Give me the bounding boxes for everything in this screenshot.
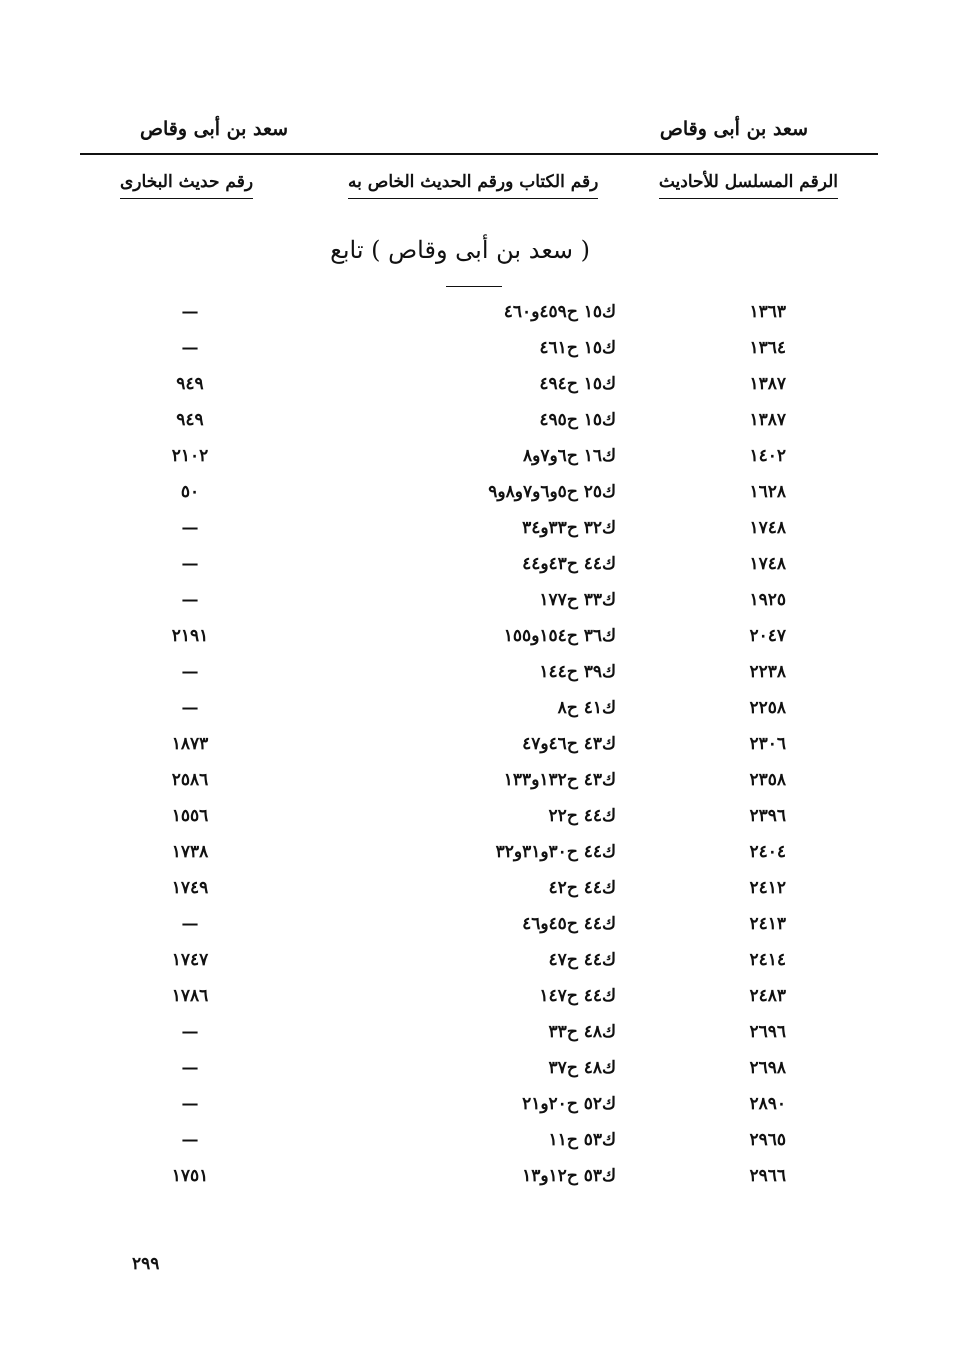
bukhari-cell: ١٥٥٦ (171, 806, 209, 826)
section-title: ( سعد بن أبى وقاص ) تابع (330, 236, 590, 264)
table-row (0, 476, 956, 512)
bukhari-cell: ١٧٣٨ (171, 842, 209, 862)
serial-cell: ٢٠٤٧ (749, 626, 786, 646)
serial-cell: ٢٦٩٦ (749, 1022, 786, 1042)
bukhari-cell: ١٧٤٩ (171, 878, 209, 898)
book-hadith-cell: ك٤٤ ح٤٥و٤٦ (522, 914, 616, 934)
bukhari-cell: — (181, 1022, 199, 1042)
running-head-left: سعد بن أبى وقاص (140, 118, 289, 140)
bukhari-cell: ١٧٨٦ (171, 986, 209, 1006)
bukhari-cell: — (181, 338, 199, 358)
book-hadith-cell: ك٥٣ ح١٢و١٣ (522, 1166, 616, 1186)
hadith-table (0, 296, 956, 1196)
book-hadith-cell: ك٣٢ ح٣٣و٣٤ (522, 518, 616, 538)
serial-cell: ١٩٢٥ (749, 590, 786, 610)
bukhari-cell: — (181, 1058, 199, 1078)
book-hadith-cell: ك٥٢ ح٢٠و٢١ (522, 1094, 616, 1114)
table-row (0, 512, 956, 548)
running-head-right: سعد بن أبى وقاص (659, 118, 808, 140)
bukhari-cell: — (181, 914, 199, 934)
serial-cell: ٢٩٦٦ (749, 1166, 786, 1186)
book-hadith-cell: ك٣٦ ح١٥٤و١٥٥ (503, 626, 616, 646)
book-hadith-cell: ك٤١ ح٨ (557, 698, 616, 718)
serial-cell: ١٧٤٨ (749, 554, 786, 574)
table-row (0, 440, 956, 476)
serial-cell: ١٣٦٣ (749, 302, 786, 322)
table-row (0, 872, 956, 908)
book-hadith-cell: ك١٥ ح٤٩٤ (539, 374, 616, 394)
serial-cell: ٢٢٥٨ (749, 698, 786, 718)
book-hadith-cell: ك١٥ ح٤٩٥ (539, 410, 616, 430)
book-hadith-cell: ك٤٤ ح٢٢ (548, 806, 616, 826)
serial-cell: ٢٤١٢ (749, 878, 786, 898)
column-header-book-hadith: رقم الكتاب ورقم الحديث الخاص به (348, 172, 598, 199)
column-header-bukhari: رقم حديث البخارى (120, 172, 253, 199)
bukhari-cell: ٢١٠٢ (171, 446, 209, 466)
bukhari-cell: ١٧٤٧ (171, 950, 209, 970)
book-hadith-cell: ك٤٣ ح٤٦و٤٧ (522, 734, 616, 754)
table-row (0, 620, 956, 656)
column-header-serial: الرقم المسلسل للأحاديث (659, 172, 838, 199)
serial-cell: ١٣٦٤ (749, 338, 786, 358)
serial-cell: ٢٤٠٤ (749, 842, 786, 862)
bukhari-cell: ٩٤٩ (176, 410, 204, 430)
serial-cell: ٢٤١٤ (749, 950, 786, 970)
bukhari-cell: ٩٤٩ (176, 374, 204, 394)
table-row (0, 296, 956, 332)
table-row (0, 1052, 956, 1088)
table-row (0, 908, 956, 944)
table-row (0, 1160, 956, 1196)
serial-cell: ٢٨٩٠ (749, 1094, 786, 1114)
serial-cell: ٢٤٨٣ (749, 986, 786, 1006)
bukhari-cell: — (181, 590, 199, 610)
serial-cell: ٢٣٠٦ (749, 734, 786, 754)
bukhari-cell: ١٨٧٣ (171, 734, 209, 754)
bukhari-cell: — (181, 554, 199, 574)
bukhari-cell: ١٧٥١ (171, 1166, 209, 1186)
book-hadith-cell: ك٤٤ ح١٤٧ (539, 986, 616, 1006)
table-row (0, 980, 956, 1016)
book-hadith-cell: ك٤٤ ح٤٧ (548, 950, 616, 970)
table-row (0, 656, 956, 692)
table-row (0, 332, 956, 368)
table-row (0, 728, 956, 764)
bukhari-cell: ٥٠ (180, 482, 200, 502)
book-hadith-cell: ك٣٩ ح١٤٤ (539, 662, 616, 682)
table-row (0, 692, 956, 728)
serial-cell: ١٦٢٨ (749, 482, 786, 502)
serial-cell: ١٧٤٨ (749, 518, 786, 538)
book-hadith-cell: ك٢٥ ح٥و٦و٧و٨و٩ (488, 482, 616, 502)
table-row (0, 1016, 956, 1052)
table-row (0, 404, 956, 440)
table-row (0, 944, 956, 980)
page-number: ٢٩٩ (132, 1254, 160, 1274)
table-row (0, 368, 956, 404)
bukhari-cell: ٢١٩١ (171, 626, 209, 646)
bukhari-cell: — (181, 1094, 199, 1114)
table-row (0, 584, 956, 620)
book-hadith-cell: ك١٦ ح٦و٧و٨ (522, 446, 616, 466)
table-row (0, 764, 956, 800)
book-hadith-cell: ك٤٤ ح٣٠و٣١و٣٢ (495, 842, 616, 862)
serial-cell: ١٤٠٢ (749, 446, 786, 466)
serial-cell: ٢٣٥٨ (749, 770, 786, 790)
book-hadith-cell: ك٤٤ ح٤٢ (548, 878, 616, 898)
book-hadith-cell: ك٤٣ ح١٣٢و١٣٣ (503, 770, 616, 790)
table-row (0, 836, 956, 872)
serial-cell: ٢٣٩٦ (749, 806, 786, 826)
serial-cell: ١٣٨٧ (749, 374, 786, 394)
table-row (0, 548, 956, 584)
serial-cell: ٢٩٦٥ (749, 1130, 786, 1150)
bukhari-cell: — (181, 698, 199, 718)
bukhari-cell: — (181, 1130, 199, 1150)
table-row (0, 1124, 956, 1160)
header-rule (80, 153, 878, 155)
book-hadith-cell: ك٤٤ ح٤٣و٤٤ (522, 554, 616, 574)
book-hadith-cell: ك٣٣ ح١٧٧ (539, 590, 616, 610)
section-rule (446, 286, 502, 287)
bukhari-cell: — (181, 302, 199, 322)
book-hadith-cell: ك١٥ ح٤٥٩و٤٦٠ (503, 302, 616, 322)
book-hadith-cell: ك٤٨ ح٣٧ (548, 1058, 616, 1078)
serial-cell: ٢٦٩٨ (749, 1058, 786, 1078)
table-row (0, 1088, 956, 1124)
bukhari-cell: — (181, 662, 199, 682)
bukhari-cell: — (181, 518, 199, 538)
serial-cell: ٢٤١٣ (749, 914, 786, 934)
book-hadith-cell: ك٤٨ ح٣٣ (548, 1022, 616, 1042)
serial-cell: ١٣٨٧ (749, 410, 786, 430)
table-row (0, 800, 956, 836)
serial-cell: ٢٢٣٨ (749, 662, 786, 682)
book-hadith-cell: ك٥٣ ح١١ (548, 1130, 616, 1150)
book-hadith-cell: ك١٥ ح٤٦١ (539, 338, 616, 358)
bukhari-cell: ٢٥٨٦ (171, 770, 209, 790)
